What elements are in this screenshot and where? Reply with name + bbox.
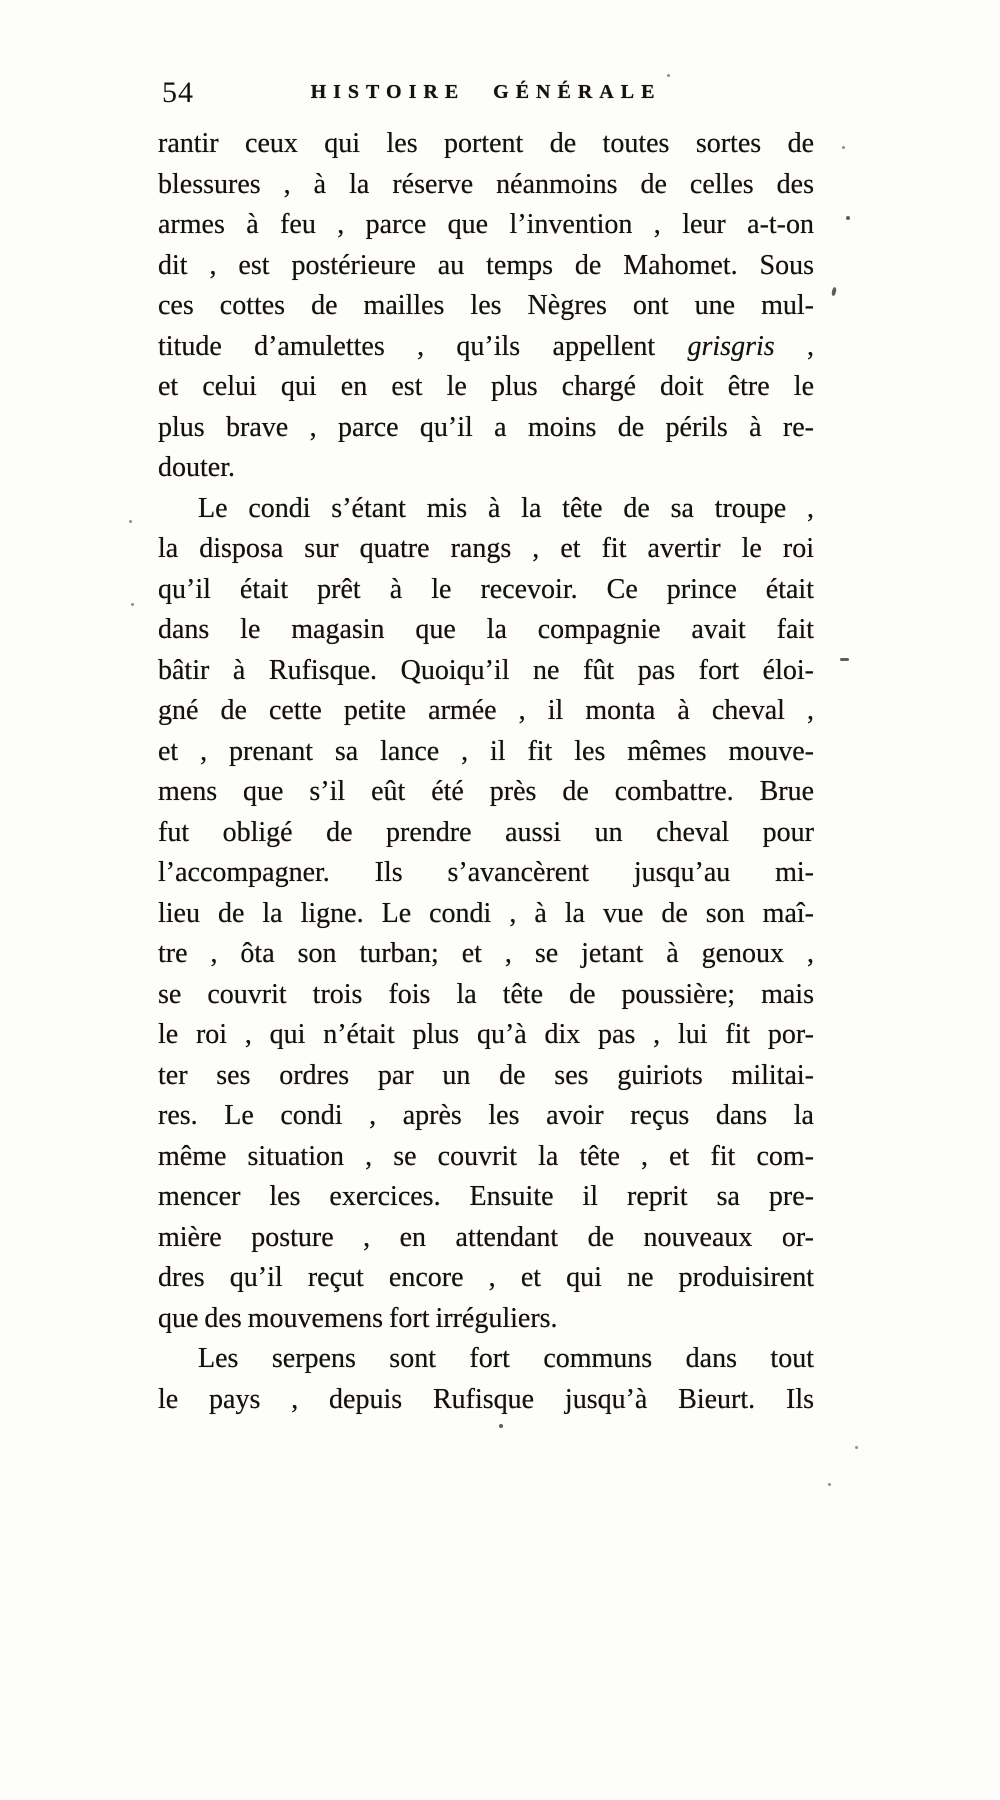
text-segment: mière posture , en attendant de nouveaux or-	[158, 1221, 814, 1253]
text-line	[158, 1177, 814, 1218]
text-segment: que des mouvemens fort irréguliers.	[158, 1302, 558, 1334]
scan-speck	[129, 520, 132, 523]
scan-speck	[499, 1424, 503, 1428]
text-segment: lieu de la ligne. Le condi , à la vue de son maî-	[158, 897, 814, 929]
text-line	[158, 205, 814, 246]
paragraph	[158, 124, 814, 489]
text-line	[158, 1339, 814, 1380]
text-line	[158, 691, 814, 732]
scan-speck	[828, 1483, 831, 1486]
scan-speck	[667, 74, 670, 77]
page-header	[158, 76, 814, 118]
text-segment: se couvrit trois fois la tête de poussière; mais	[158, 978, 814, 1010]
text-line	[158, 448, 814, 489]
text-line	[158, 813, 814, 854]
text-line	[158, 327, 814, 368]
text-segment: rantir ceux qui les portent de toutes sortes de	[158, 128, 814, 159]
italic-term: grisgris	[687, 330, 775, 362]
text-line	[158, 529, 814, 570]
text-line	[158, 894, 814, 935]
page-number: 54	[162, 76, 194, 109]
running-header: HISTOIRE GÉNÉRALE	[310, 81, 662, 103]
paragraph	[158, 489, 814, 1340]
text-line	[158, 651, 814, 692]
text-line	[158, 610, 814, 651]
text-segment: le pays , depuis Rufisque jusqu’à Bieurt. Ils	[158, 1383, 814, 1415]
text-segment: douter.	[158, 452, 235, 483]
text-segment: dans le magasin que la compagnie avait fait	[158, 614, 814, 645]
text-line	[158, 1218, 814, 1259]
text-line	[158, 1015, 814, 1056]
text-segment: Le condi s’étant mis à la tête de sa troupe ,	[198, 492, 814, 524]
text-segment: plus brave , parce qu’il a moins de périls à re-	[158, 411, 814, 443]
text-segment: mens que s’il eût été près de combattre. Brue	[158, 776, 814, 807]
text-segment: armes à feu , parce que l’invention , leur a-t-on	[158, 209, 814, 240]
text-segment: dit , est postérieure au temps de Mahomet. Sous	[158, 249, 814, 281]
text-segment: ,	[774, 330, 814, 362]
scan-speck	[831, 287, 837, 297]
scan-speck	[840, 658, 849, 661]
text-segment: fut obligé de prendre aussi un cheval pour	[158, 816, 814, 848]
text-line	[158, 934, 814, 975]
text-line	[158, 1056, 814, 1097]
scan-speck	[131, 603, 134, 606]
text-segment: tre , ôta son turban; et , se jetant à genoux ,	[158, 938, 814, 969]
text-segment: gné de cette petite armée , il monta à cheval ,	[158, 695, 814, 726]
text-line	[158, 570, 814, 611]
text-segment: mencer les exercices. Ensuite il reprit sa pre-	[158, 1181, 814, 1212]
text-line	[158, 975, 814, 1016]
text-segment: même situation , se couvrit la tête , et fit com-	[158, 1140, 814, 1172]
text-segment: bâtir à Rufisque. Quoiqu’il ne fût pas fort éloi-	[158, 654, 814, 686]
text-segment: et , prenant sa lance , il fit les mêmes mouve-	[158, 735, 814, 767]
text-segment: Les serpens sont fort communs dans tout	[198, 1343, 814, 1374]
text-line	[158, 367, 814, 408]
body-text	[158, 124, 814, 1420]
text-line	[158, 772, 814, 813]
text-line	[158, 124, 814, 165]
text-line	[158, 165, 814, 206]
text-segment: blessures , à la réserve néanmoins de celles des	[158, 168, 814, 200]
text-line	[158, 246, 814, 287]
text-line	[158, 1258, 814, 1299]
text-segment: l’accompagner. Ils s’avancèrent jusqu’au mi-	[158, 857, 814, 888]
text-segment: ces cottes de mailles les Nègres ont une mul-	[158, 290, 814, 321]
text-line	[158, 286, 814, 327]
text-line	[158, 853, 814, 894]
text-line	[158, 1380, 814, 1421]
text-line	[158, 408, 814, 449]
text-segment: res. Le condi , après les avoir reçus dans la	[158, 1100, 814, 1131]
text-segment: la disposa sur quatre rangs , et fit avertir le roi	[158, 533, 814, 564]
scan-speck	[842, 146, 845, 149]
text-segment: le roi , qui n’était plus qu’à dix pas , lui fit por-	[158, 1019, 814, 1050]
text-line	[158, 732, 814, 773]
text-segment: ter ses ordres par un de ses guiriots militai-	[158, 1059, 814, 1091]
paragraph	[158, 1339, 814, 1420]
text-line	[158, 489, 814, 530]
scan-speck	[846, 216, 850, 220]
text-segment: qu’il était prêt à le recevoir. Ce prince était	[158, 573, 814, 605]
text-segment: titude d’amulettes , qu’ils appellent	[158, 330, 688, 362]
text-line	[158, 1299, 814, 1340]
text-segment: et celui qui en est le plus chargé doit être le	[158, 371, 814, 402]
text-line	[158, 1137, 814, 1178]
scan-speck	[855, 1446, 858, 1449]
text-line	[158, 1096, 814, 1137]
text-segment: dres qu’il reçut encore , et qui ne produisirent	[158, 1262, 814, 1293]
